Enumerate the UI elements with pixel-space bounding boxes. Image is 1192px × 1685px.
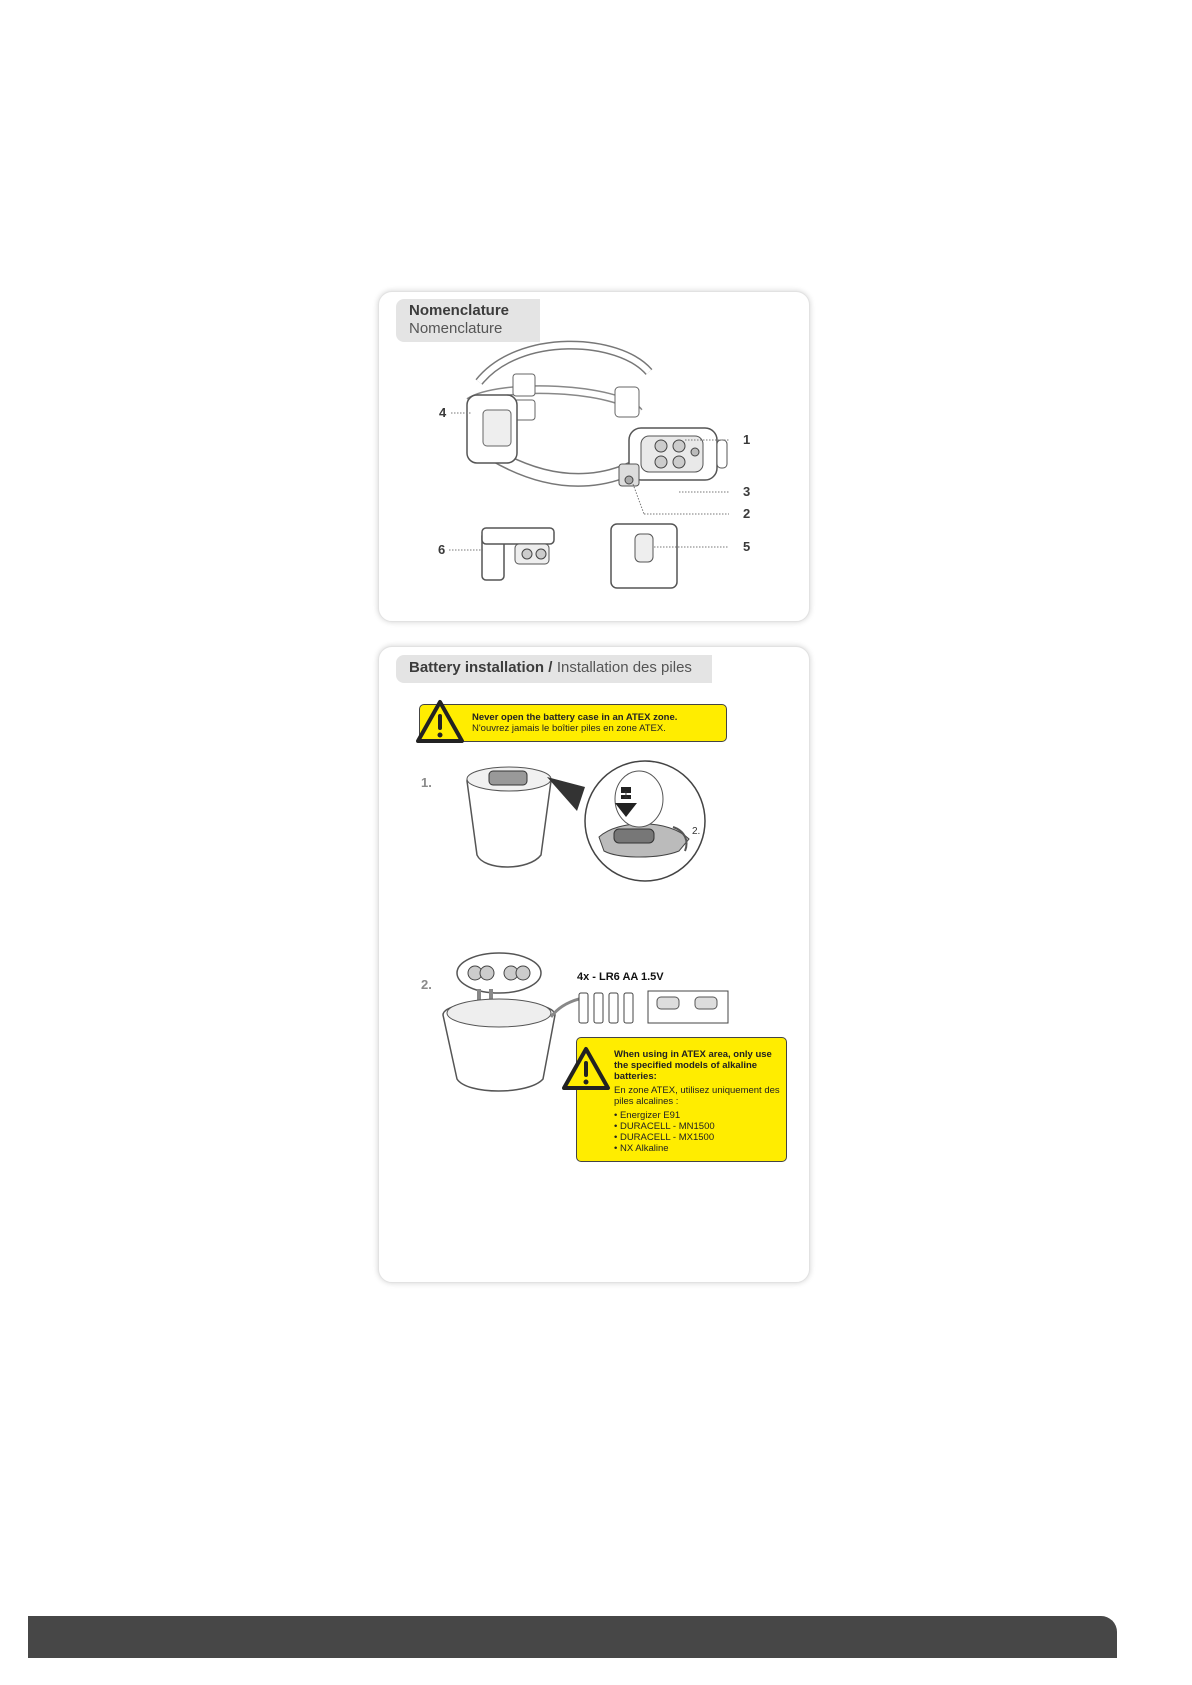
nomenclature-title-fr: Nomenclature xyxy=(409,320,503,337)
battery-model-item: • Energizer E91 xyxy=(614,1110,681,1121)
callout-5: 5 xyxy=(743,539,751,554)
nomenclature-title: Nomenclature xyxy=(409,302,510,319)
atex-models-warning-en: When using in ATEX area, only use the specified models of alkaline batteries: xyxy=(614,1049,772,1082)
battery-title-fr: Installation des piles xyxy=(556,659,692,676)
battery-model-item: • DURACELL - MX1500 xyxy=(614,1132,715,1143)
atex-battery-models-box xyxy=(576,1037,787,1162)
atex-models-warning-fr: En zone ATEX, utilisez uniquement des piles alcalines : xyxy=(614,1085,780,1107)
battery-insertion-illustration xyxy=(439,949,579,1109)
nomenclature-panel xyxy=(378,291,810,622)
warning-icon xyxy=(561,1046,611,1092)
callout-3: 3 xyxy=(743,484,751,499)
atex-warning-fr: N'ouvrez jamais le boîtier piles en zone ATEX. xyxy=(472,723,666,734)
battery-title: Battery installation / xyxy=(409,659,553,676)
battery-models-list xyxy=(614,1110,782,1154)
step-2-label: 2. xyxy=(421,977,432,992)
atex-warning-en: Never open the battery case in an ATEX zone. xyxy=(472,712,678,723)
footer-bar xyxy=(28,1616,1117,1658)
callout-6: 6 xyxy=(438,542,446,557)
callout-2: 2 xyxy=(743,506,751,521)
step-1-sub-2: 2. xyxy=(692,826,701,837)
battery-spec: 4x - LR6 AA 1.5V xyxy=(577,971,664,983)
battery-model-item: • NX Alkaline xyxy=(614,1143,669,1154)
step-1-label: 1. xyxy=(421,775,432,790)
battery-installation-panel xyxy=(378,646,810,1283)
battery-model-item: • DURACELL - MN1500 xyxy=(614,1121,715,1132)
step-1-sub-1: 1. xyxy=(623,790,632,801)
callout-4: 4 xyxy=(439,405,447,420)
callout-1: 1 xyxy=(743,432,751,447)
battery-case-open-illustration xyxy=(459,759,719,889)
warning-icon xyxy=(415,699,465,745)
battery-title-tab xyxy=(396,655,712,683)
headlamp-illustration xyxy=(379,292,809,621)
aa-batteries-illustration xyxy=(577,987,737,1027)
atex-warning-box xyxy=(419,704,727,742)
